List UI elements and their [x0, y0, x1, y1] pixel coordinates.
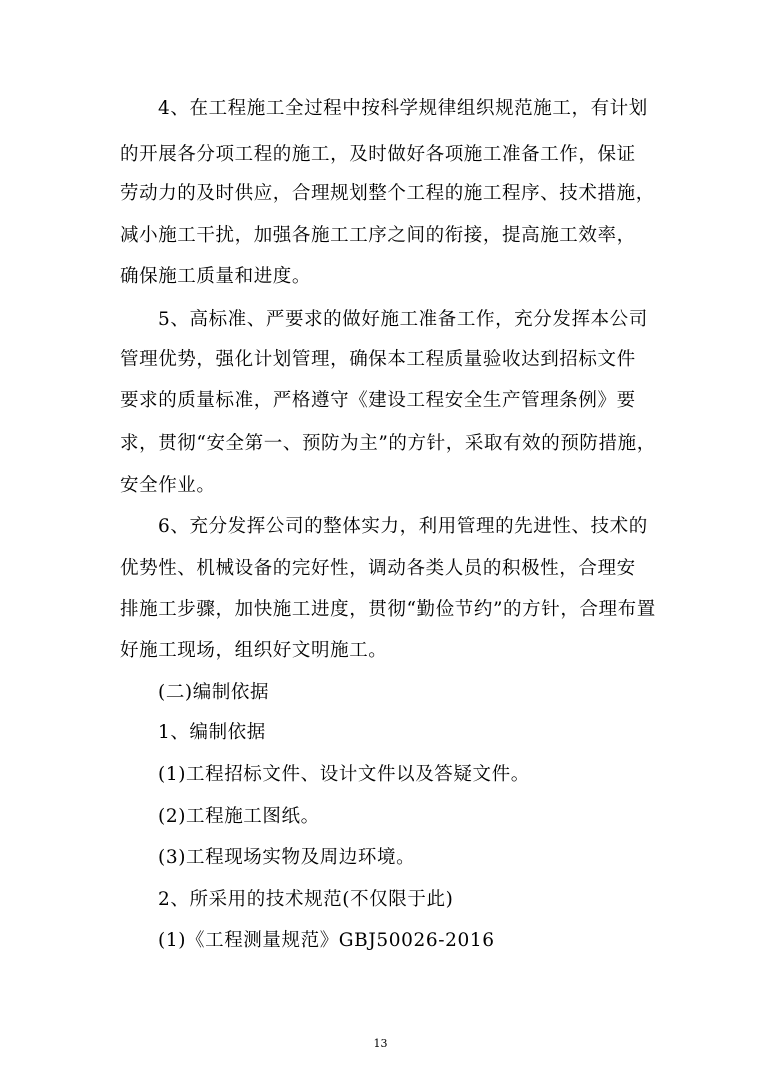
- paragraph-4-line-1: 4、在工程施工全过程中按科学规律组织规范施工，有计划: [158, 98, 648, 119]
- paragraph-6-line-3: 排施工步骤，加快施工进度，贯彻“勤俭节约”的方针，合理布置: [120, 599, 656, 620]
- paragraph-5-line-5: 安全作业。: [120, 475, 216, 496]
- basis-item-3: (3)工程现场实物及周边环境。: [158, 847, 416, 868]
- paragraph-5-line-2: 管理优势，强化计划管理，确保本工程质量验收达到招标文件: [120, 349, 636, 370]
- paragraph-6-line-4: 好施工现场，组织好文明施工。: [120, 640, 388, 661]
- paragraph-5-line-1: 5、高标准、严要求的做好施工准备工作，充分发挥本公司: [158, 309, 648, 330]
- paragraph-5-line-3: 要求的质量标准，严格遵守《建设工程安全生产管理条例》要: [120, 390, 636, 411]
- basis-item-1: (1)工程招标文件、设计文件以及答疑文件。: [158, 764, 530, 785]
- paragraph-4-line-5: 确保施工质量和进度。: [120, 266, 312, 287]
- paragraph-5-line-4: 求，贯彻“安全第一、预防为主”的方针，采取有效的预防措施，: [120, 433, 656, 454]
- paragraph-4-line-2: 的开展各分项工程的施工，及时做好各项施工准备工作，保证: [120, 144, 636, 165]
- section-heading: (二)编制依据: [158, 682, 270, 703]
- basis-item-2: (2)工程施工图纸。: [158, 806, 320, 827]
- standard-item-1: (1)《工程测量规范》GBJ50026-2016: [158, 930, 495, 951]
- subsection-heading-2: 2、所采用的技术规范(不仅限于此): [158, 889, 454, 910]
- subsection-heading-1: 1、编制依据: [158, 722, 266, 743]
- page-number: 13: [373, 1037, 388, 1050]
- paragraph-6-line-1: 6、充分发挥公司的整体实力，利用管理的先进性、技术的: [158, 516, 648, 537]
- paragraph-4-line-3: 劳动力的及时供应，合理规划整个工程的施工程序、技术措施，: [120, 183, 655, 204]
- paragraph-6-line-2: 优势性、机械设备的完好性，调动各类人员的积极性，合理安: [120, 558, 636, 579]
- paragraph-4-line-4: 减小施工干扰，加强各施工工序之间的衔接，提高施工效率，: [120, 225, 636, 246]
